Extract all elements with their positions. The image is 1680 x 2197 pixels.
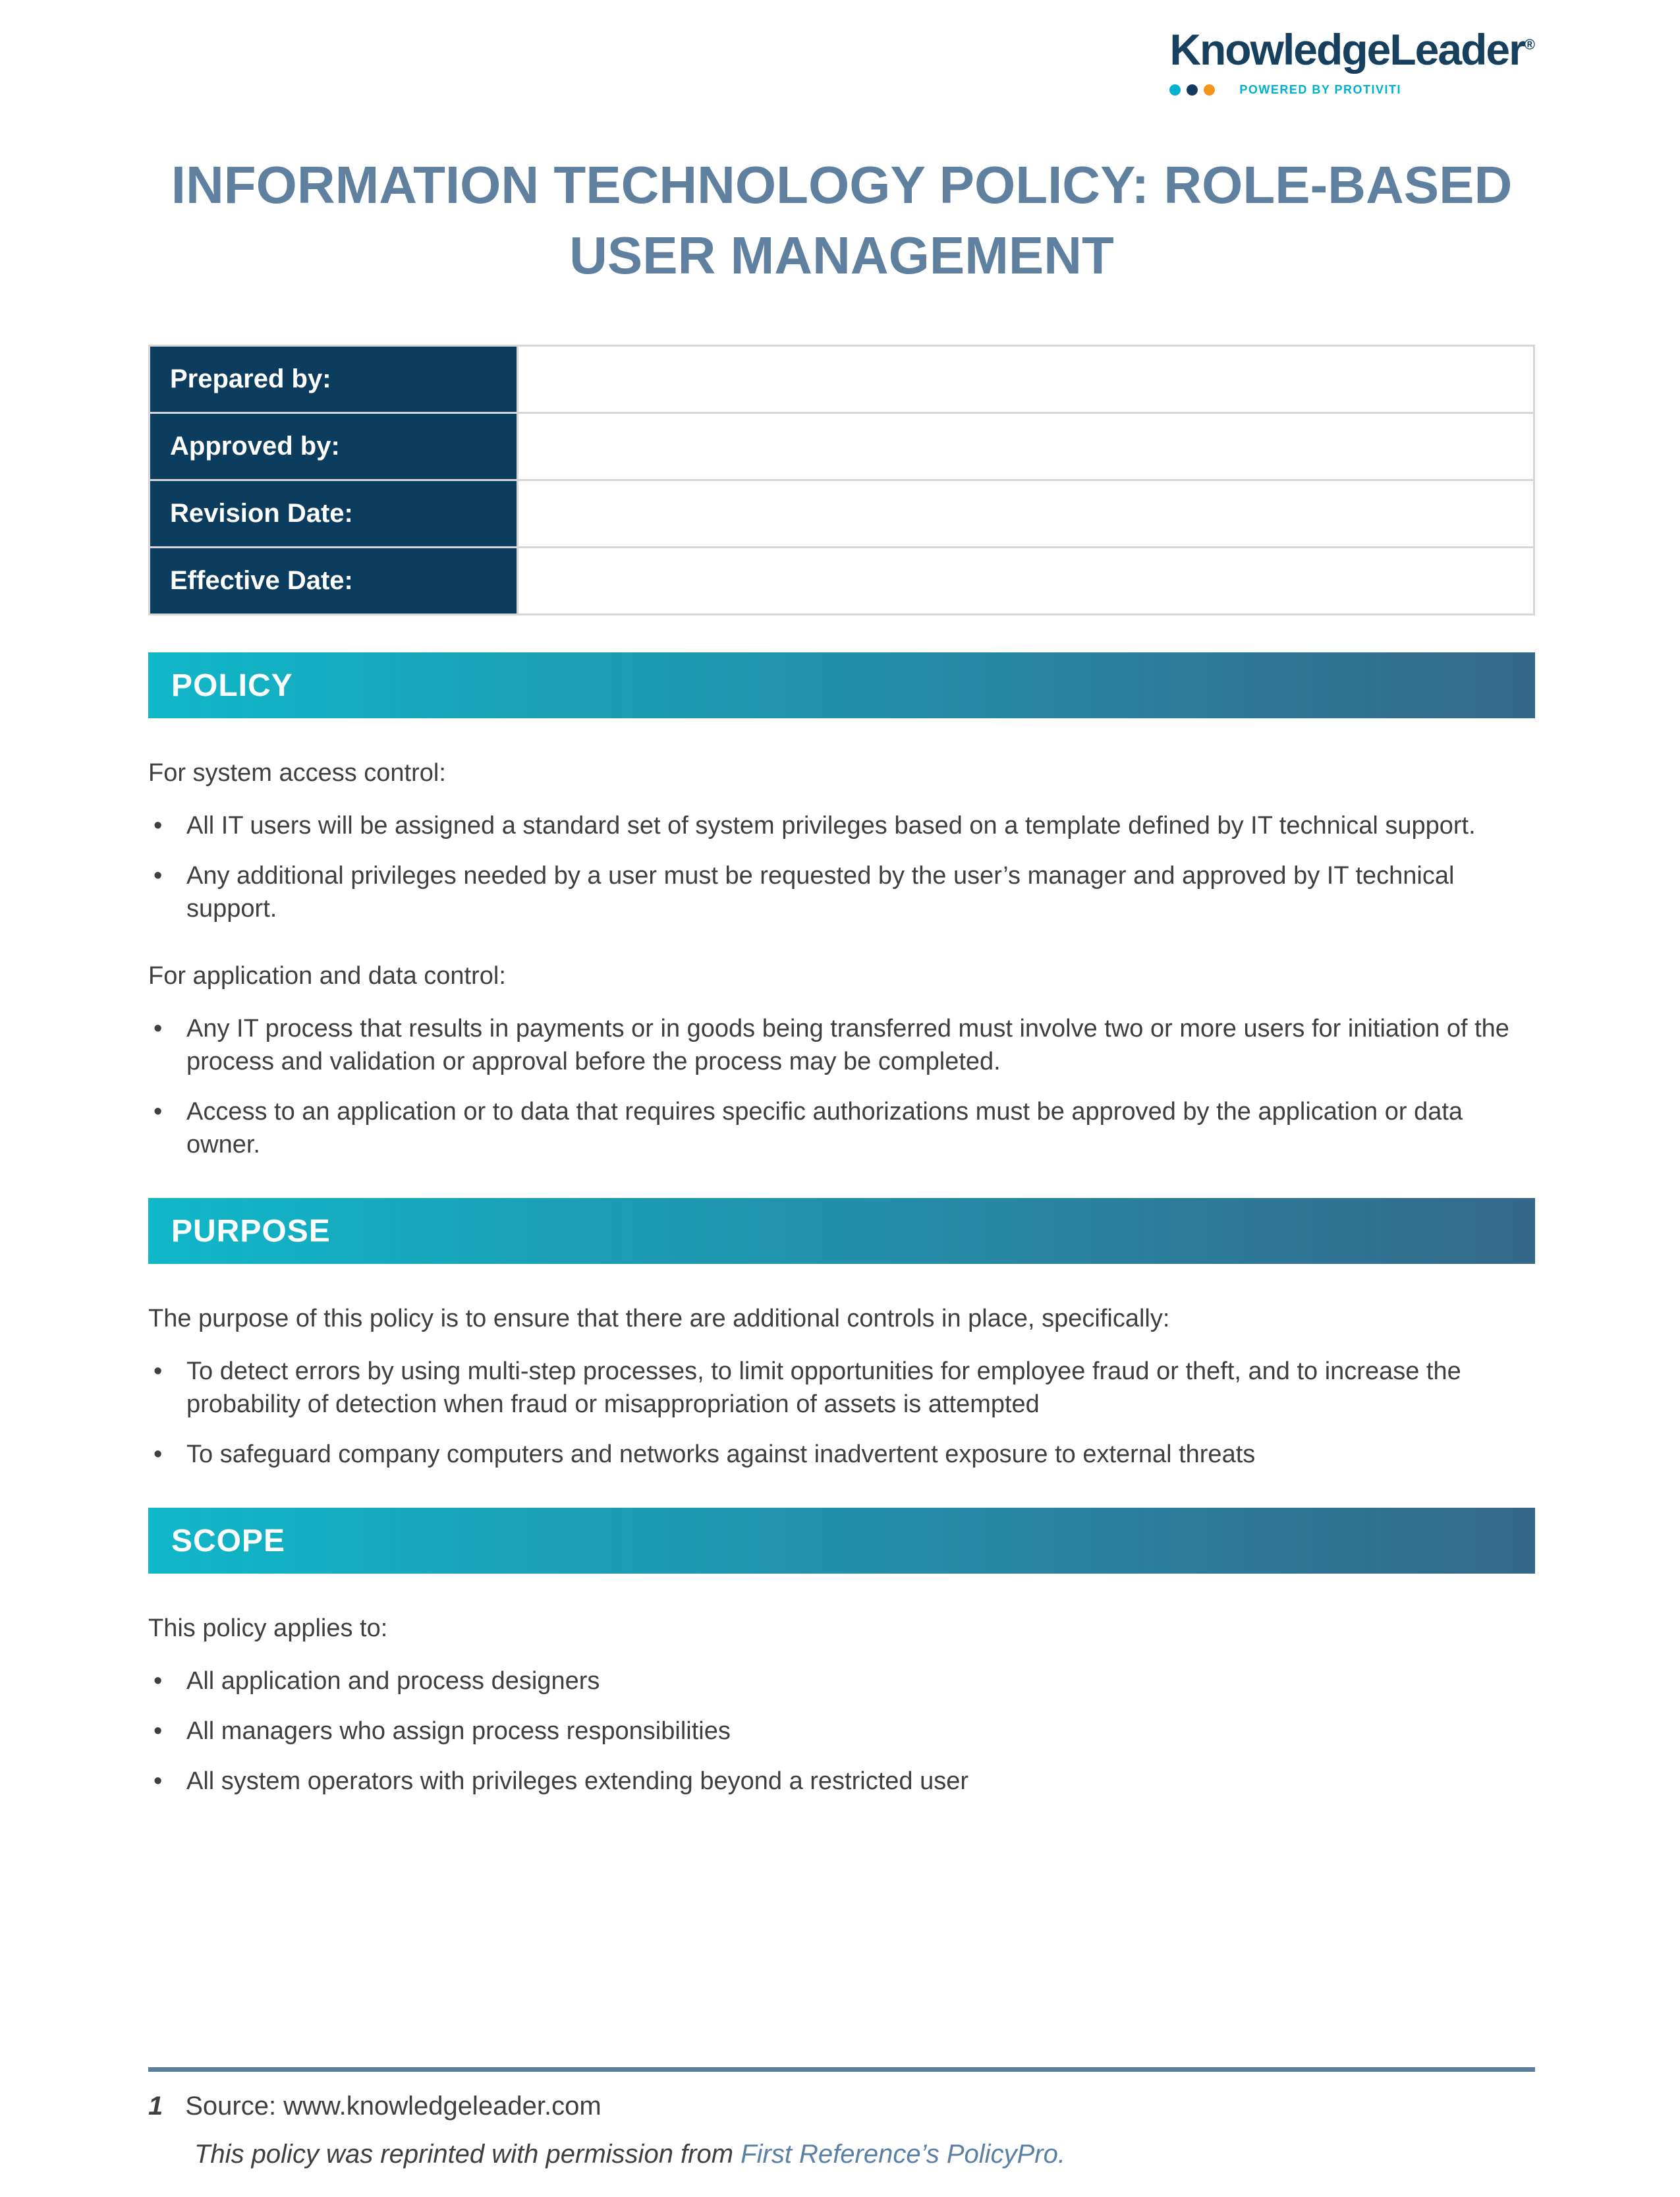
meta-row-prepared-by — [150, 346, 1534, 413]
bullet-item: • All IT users will be assigned a standard set of system privileges based on a template defined by IT technical support. — [148, 809, 1535, 842]
bullet-item: • Access to an application or to data that requires specific authorizations must be approved by the application or data owner. — [148, 1095, 1535, 1161]
meta-label-cell: Revision Date: — [150, 480, 518, 548]
footer-source-row — [148, 2092, 1535, 2121]
policy-bullet-list-1 — [148, 809, 1535, 925]
page-number: 1 — [148, 2092, 163, 2121]
knowledgeleader-logo — [1169, 25, 1535, 97]
bullet-item: • All system operators with privileges extending beyond a restricted user — [148, 1765, 1535, 1798]
section-header-scope: SCOPE — [148, 1508, 1535, 1574]
bullet-item: • To safeguard company computers and networks against inadvertent exposure to external threats — [148, 1438, 1535, 1471]
purpose-bullet-list — [148, 1355, 1535, 1471]
page-title-line2: USER MANAGEMENT — [569, 226, 1114, 285]
meta-label-cell: Prepared by: — [150, 346, 518, 413]
meta-row-revision-date — [150, 480, 1534, 548]
page-title — [148, 150, 1535, 291]
meta-value-cell — [518, 480, 1534, 548]
bullet-item: • To detect errors by using multi-step processes, to limit opportunities for employee fraud or theft, and to increase the probability of detection when fraud or misappropriation of assets is attempted — [148, 1355, 1535, 1421]
page-title-line1: INFORMATION TECHNOLOGY POLICY: ROLE-BASED — [171, 156, 1513, 214]
logo-dot-orange-icon — [1204, 84, 1215, 96]
reprint-notice-text: This policy was reprinted with permission from — [194, 2140, 741, 2169]
logo-tagline-row — [1169, 83, 1535, 97]
meta-label-cell: Approved by: — [150, 413, 518, 480]
scope-intro: This policy applies to: — [148, 1614, 388, 1642]
document-meta-table — [148, 345, 1535, 615]
logo-dot-cyan-icon — [1169, 84, 1181, 96]
meta-value-cell — [518, 346, 1534, 413]
logo-wordmark — [1169, 25, 1535, 74]
footer-divider — [148, 2067, 1535, 2072]
bullet-item: • Any IT process that results in payments or in goods being transferred must involve two or more users for initiation of the process and validation or approval before the process may be completed. — [148, 1012, 1535, 1078]
purpose-intro: The purpose of this policy is to ensure that there are additional controls in place, specifically: — [148, 1305, 1170, 1332]
meta-row-approved-by — [150, 413, 1534, 480]
scope-bullet-list — [148, 1665, 1535, 1798]
policy-bullet-list-2 — [148, 1012, 1535, 1161]
logo-brand-text: KnowledgeLeader — [1169, 25, 1525, 74]
meta-value-cell — [518, 548, 1534, 615]
page-footer — [148, 2067, 1535, 2169]
bullet-item: • All managers who assign process responsibilities — [148, 1715, 1535, 1748]
meta-row-effective-date — [150, 548, 1534, 615]
registered-trademark: ® — [1524, 36, 1535, 53]
logo-dot-navy-icon — [1187, 84, 1198, 96]
policy-intro-system-access: For system access control: — [148, 759, 446, 787]
reprint-notice — [194, 2140, 1535, 2169]
page-header — [148, 0, 1535, 97]
section-header-policy: POLICY — [148, 652, 1535, 718]
logo-tagline: POWERED BY PROTIVITI — [1239, 83, 1402, 96]
section-header-purpose: PURPOSE — [148, 1198, 1535, 1264]
source-text: Source: www.knowledgeleader.com — [185, 2092, 602, 2121]
bullet-item: • All application and process designers — [148, 1665, 1535, 1698]
policypro-link[interactable]: First Reference’s PolicyPro. — [741, 2140, 1065, 2169]
meta-label-cell: Effective Date: — [150, 548, 518, 615]
policy-intro-application-data: For application and data control: — [148, 962, 506, 990]
bullet-item: • Any additional privileges needed by a user must be requested by the user’s manager and approved by IT technical support. — [148, 859, 1535, 925]
meta-value-cell — [518, 413, 1534, 480]
